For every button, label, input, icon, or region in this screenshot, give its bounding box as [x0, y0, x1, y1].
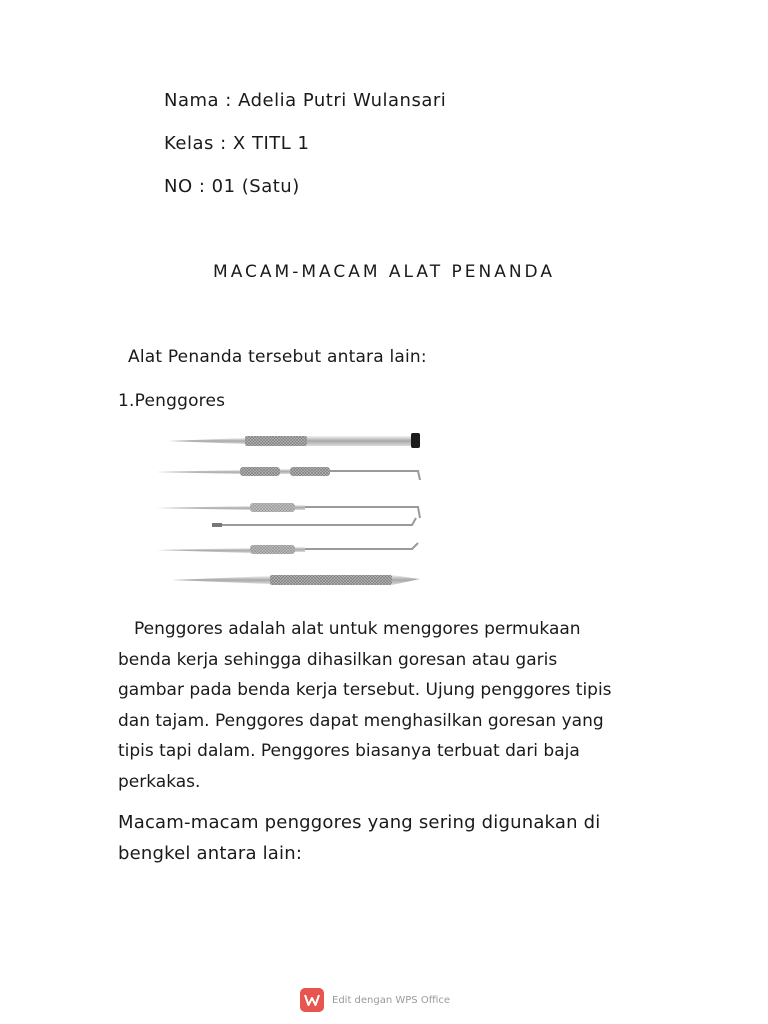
student-number: NO : 01 (Satu): [164, 176, 300, 197]
scriber-5: [156, 543, 418, 554]
scriber-1: [168, 433, 420, 448]
paragraph-line: dan tajam. Penggores dapat menghasilkan goresan yang: [118, 710, 604, 731]
closing-line-2: bengkel antara lain:: [118, 843, 303, 864]
scriber-6: [172, 575, 420, 585]
scriber-tools-image: [150, 428, 430, 588]
scriber-2: [156, 467, 420, 480]
paragraph-line: gambar pada benda kerja tersebut. Ujung penggores tipis: [118, 680, 612, 701]
scriber-4: [212, 518, 416, 527]
paragraph-line: Penggores adalah alat untuk menggores permukaan: [134, 619, 581, 639]
paragraph-line: tipis tapi dalam. Penggores biasanya terbuat dari baja: [118, 741, 580, 762]
intro-text: Alat Penanda tersebut antara lain:: [128, 347, 427, 367]
closing-line-1: Macam-macam penggores yang sering digunakan di: [118, 812, 601, 833]
wps-office-icon[interactable]: [300, 988, 324, 1012]
section-heading-penggores: 1.Penggores: [118, 391, 226, 411]
wps-footer[interactable]: [300, 988, 450, 1012]
paragraph-line: benda kerja sehingga dihasilkan goresan atau garis: [118, 649, 558, 670]
document-title: MACAM-MACAM ALAT PENANDA: [213, 262, 555, 282]
student-class: Kelas : X TITL 1: [164, 133, 310, 154]
student-name: Nama : Adelia Putri Wulansari: [164, 90, 447, 111]
paragraph-line: perkakas.: [118, 771, 201, 792]
penggores-description: [118, 614, 678, 798]
scriber-3: [156, 503, 420, 518]
footer-text[interactable]: Edit dengan WPS Office: [332, 994, 451, 1006]
